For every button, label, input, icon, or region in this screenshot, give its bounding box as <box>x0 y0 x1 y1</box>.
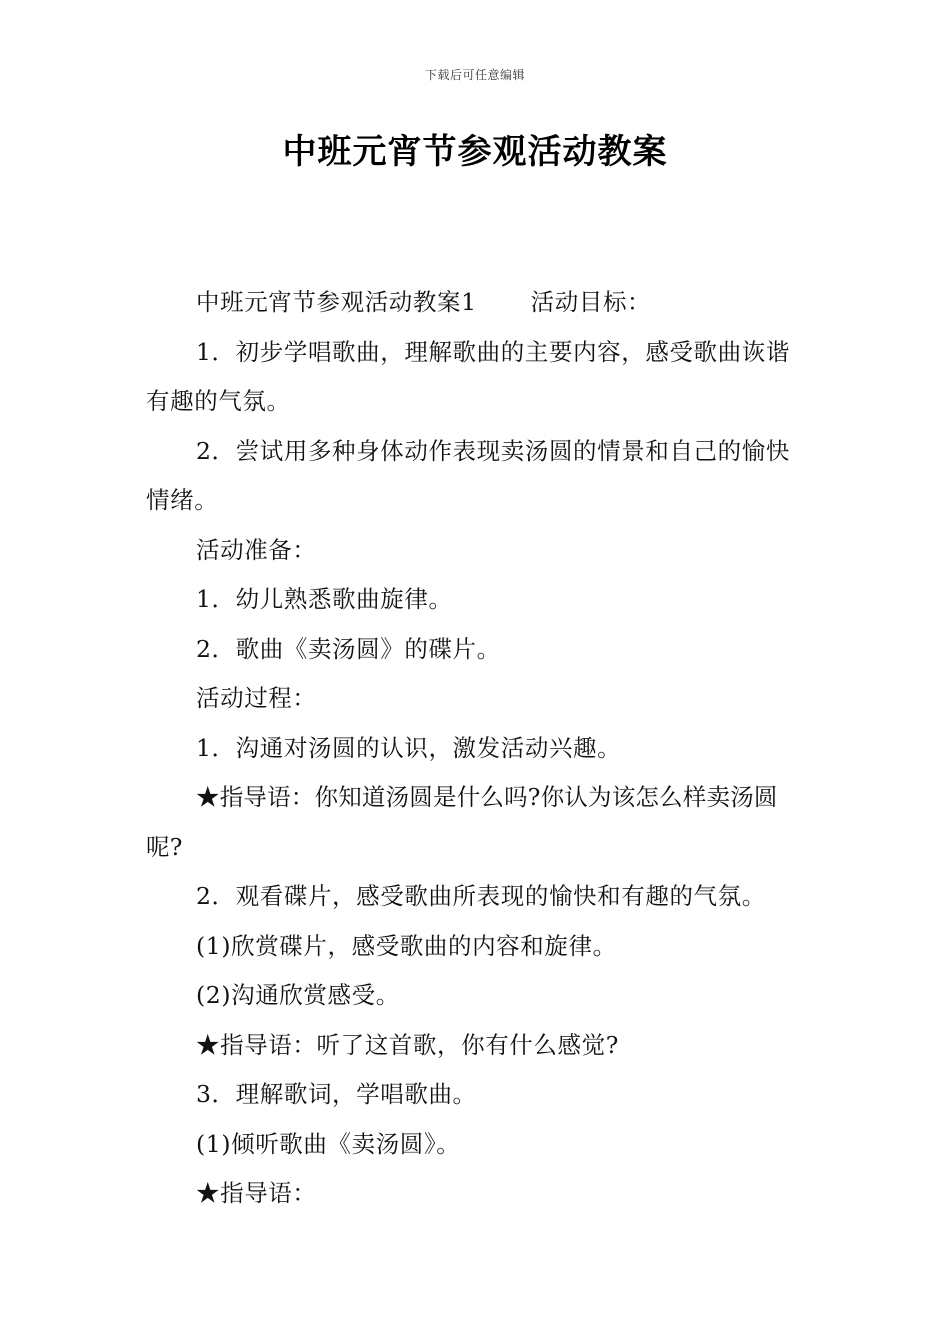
paragraph: 2．观看碟片，感受歌曲所表现的愉快和有趣的气氛。 <box>196 882 766 910</box>
paragraph: 1．幼儿熟悉歌曲旋律。 <box>196 585 453 613</box>
paragraph: 2．歌曲《卖汤圆》的碟片。 <box>196 634 501 663</box>
section-heading-process: 活动过程： <box>196 684 317 712</box>
lesson-plan-heading: 中班元宵节参观活动教案1 <box>196 288 477 316</box>
paragraph: 1．初步学唱歌曲，理解歌曲的主要内容，感受歌曲诙谐有趣的气氛。 <box>146 337 790 415</box>
document-body <box>146 278 810 1219</box>
header-note: 下载后可任意编辑 <box>424 68 525 82</box>
paragraph: 3．理解歌词，学唱歌曲。 <box>196 1080 477 1108</box>
paragraph-guidance: ★指导语：听了这首歌，你有什么感觉? <box>196 1030 619 1059</box>
paragraph: 1．沟通对汤圆的认识，激发活动兴趣。 <box>196 733 622 762</box>
paragraph: (1)倾听歌曲《卖汤圆》。 <box>196 1129 461 1158</box>
paragraph-guidance: ★指导语： <box>196 1179 317 1207</box>
paragraph-guidance: ★指导语：你知道汤圆是什么吗?你认为该怎么样卖汤圆呢? <box>146 783 778 861</box>
paragraph: (2)沟通欣赏感受。 <box>196 981 400 1009</box>
section-heading-preparation: 活动准备： <box>196 535 317 564</box>
paragraph: 2．尝试用多种身体动作表现卖汤圆的情景和自己的愉快情绪。 <box>146 436 790 514</box>
paragraph-intro <box>146 278 810 328</box>
paragraph: (1)欣赏碟片，感受歌曲的内容和旋律。 <box>196 931 617 960</box>
document-title: 中班元宵节参观活动教案 <box>282 132 668 172</box>
section-heading-goals: 活动目标： <box>530 288 652 316</box>
